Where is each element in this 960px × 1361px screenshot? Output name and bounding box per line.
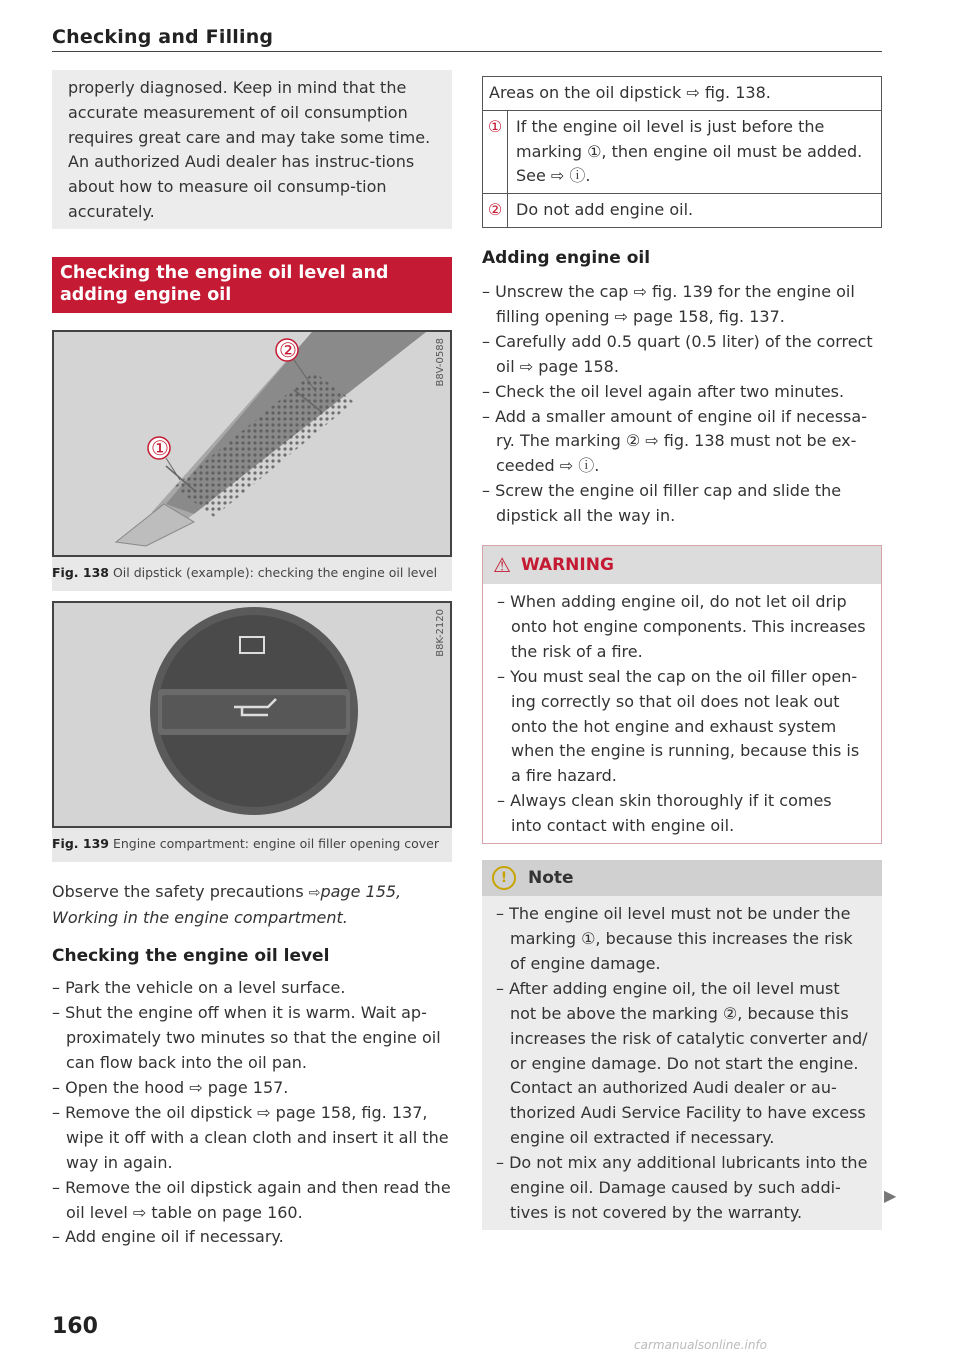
list-item: – After adding engine oil, the oil level must not be above the marking ②, because this increases the risk of catalytic converter and/ or engine damage. Do not start the engine. Contact an authorized Audi dealer or au-thorized Audi Service Facility to have excess engine oil extracted if necessary. [496, 977, 868, 1151]
dipstick-illustration [52, 330, 452, 557]
intro-block [52, 70, 452, 229]
oil-cap-illustration [52, 601, 452, 828]
list-item: – Remove the oil dipstick ⇨ page 158, fig. 137, wipe it off with a clean cloth and insert it all the way in again. [52, 1101, 452, 1176]
list-item: – Park the vehicle on a level surface. [52, 976, 452, 1001]
warning-list [497, 590, 867, 839]
row-key: ② [483, 194, 508, 228]
list-item: – Open the hood ⇨ page 157. [52, 1076, 452, 1101]
sub-title: Checking the engine oil level [52, 946, 330, 967]
list-item: – Screw the engine oil filler cap and slide the dipstick all the way in. [482, 479, 882, 529]
list-item: – Carefully add 0.5 quart (0.5 liter) of the correct oil ⇨ page 158. [482, 330, 882, 380]
list-item: – When adding engine oil, do not let oil drip onto hot engine components. This increases the risk of a fire. [497, 590, 867, 665]
list-item: – Remove the oil dipstick again and then read the oil level ⇨ table on page 160. [52, 1176, 452, 1226]
list-item: – Unscrew the cap ⇨ fig. 139 for the engine oil filling opening ⇨ page 158, fig. 137. [482, 280, 882, 330]
adding-title: Adding engine oil [482, 247, 651, 268]
observe-ref[interactable]: page 155, Working in the engine compartment. [52, 881, 402, 927]
observe-pre: Observe the safety precautions [52, 881, 309, 901]
watermark: carmanualsonline.info [634, 1338, 768, 1352]
list-item: – Do not mix any additional lubricants into the engine oil. Damage caused by such addi-tives is not covered by the warranty. [496, 1151, 868, 1226]
left-column [52, 70, 452, 1250]
warning-body [483, 584, 881, 843]
note-header [482, 860, 882, 896]
note-title: Note [528, 868, 574, 889]
table-header: Areas on the oil dipstick ⇨ fig. 138. [483, 77, 882, 111]
continue-arrow-icon: ▶ [884, 1186, 897, 1205]
figure-138 [52, 330, 452, 591]
row-key: ① [483, 110, 508, 193]
list-item: – Add a smaller amount of engine oil if necessa-ry. The marking ② ⇨ fig. 138 must not be ex-ceeded ⇨ ⓘ. [482, 405, 882, 480]
intro-text: properly diagnosed. Keep in mind that the accurate measurement of oil consumption requires great care and may take some time. An authorized Audi dealer has instruc-tions about how to measure oil consump-tion accurately. [68, 78, 431, 221]
page-number: 160 [52, 1314, 98, 1339]
caption-text: Oil dipstick (example): checking the engine oil level [112, 564, 438, 580]
table-row [483, 194, 882, 228]
oil-filler-cap-icon [54, 603, 450, 826]
caption-text: Engine compartment: engine oil filler opening cover [112, 835, 440, 851]
figure-139-caption [52, 828, 452, 862]
note-box [482, 860, 882, 1230]
marker-2: ② [279, 337, 297, 362]
note-info-icon: ! [492, 866, 516, 890]
list-item: – Shut the engine off when it is warm. Wait ap-proximately two minutes so that the engine oil can flow back into the oil pan. [52, 1001, 452, 1076]
list-item: – The engine oil level must not be under the marking ①, because this increases the risk of engine damage. [496, 902, 868, 977]
list-item: – Add engine oil if necessary. [52, 1225, 452, 1250]
warning-header [483, 546, 881, 584]
figure-label: Fig. 139 [52, 835, 109, 851]
figure-label: Fig. 138 [52, 564, 109, 580]
note-list [496, 902, 868, 1226]
figure-138-caption [52, 557, 452, 591]
figure-id: B8K-2120 [435, 608, 446, 657]
observe-text [52, 880, 452, 931]
note-body [482, 896, 882, 1230]
figure-id: B8V-0588 [435, 337, 446, 387]
figure-139 [52, 601, 452, 862]
dipstick-icon [54, 332, 450, 555]
row-text: If the engine oil level is just before the marking ①, then engine oil must be added. See ⇨ ⓘ. [508, 110, 882, 193]
page-header-title: Checking and Filling [52, 26, 274, 48]
section-title: Checking the engine oil level and adding engine oil [52, 257, 452, 313]
list-item: – Check the oil level again after two minutes. [482, 380, 882, 405]
row-text: Do not add engine oil. [508, 194, 882, 228]
warning-title: WARNING [520, 555, 614, 576]
table-row [483, 110, 882, 193]
arrow-icon: ⇨ [308, 884, 321, 901]
warning-triangle-icon: ⚠ [493, 553, 511, 578]
warning-box [482, 545, 882, 844]
list-item: – Always clean skin thoroughly if it comes into contact with engine oil. [497, 789, 867, 839]
list-item: – You must seal the cap on the oil filler open-ing correctly so that oil does not leak out onto the hot engine and exhaust system when the engine is running, because this is a fire hazard. [497, 665, 867, 790]
adding-steps [482, 280, 882, 529]
marker-1: ① [151, 435, 169, 460]
header-rule [52, 51, 882, 52]
dipstick-areas-table [482, 76, 882, 228]
check-steps [52, 976, 452, 1250]
right-column [482, 76, 882, 1230]
